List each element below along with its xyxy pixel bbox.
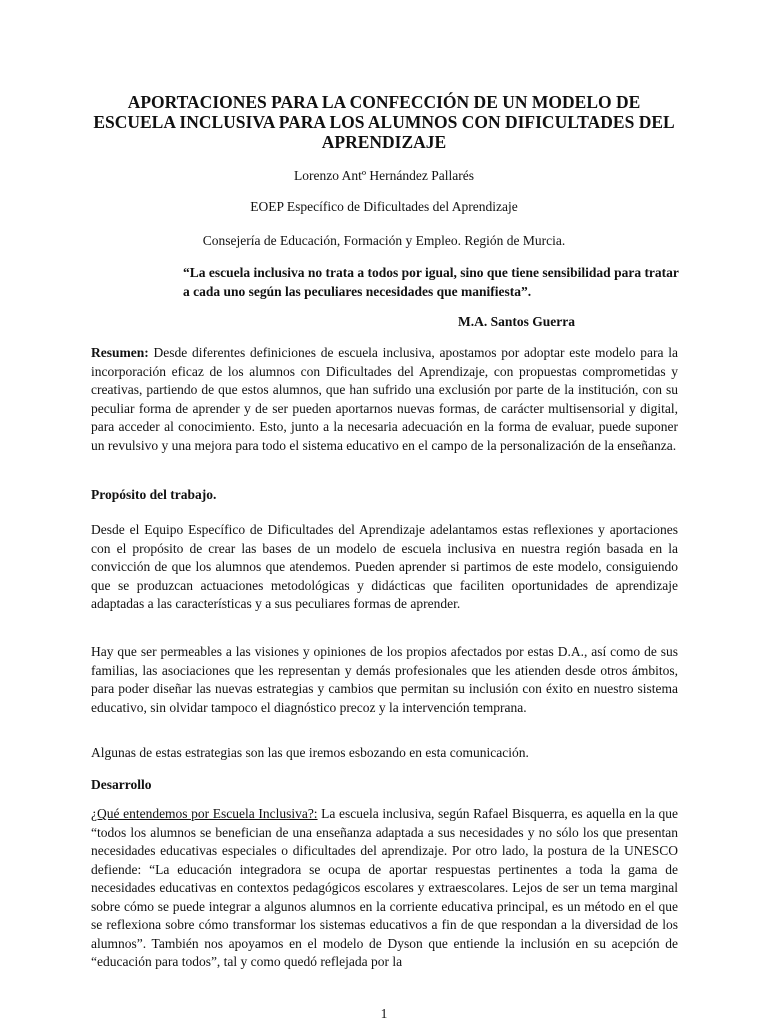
abstract-text: Desde diferentes definiciones de escuela inclusiva, apostamos por adoptar este modelo para la incorporación eficaz de los alumnos con Dificultades del Aprendizaje, con propuestas comprometidas y creativas, partiendo de que estos alumnos, que han sufrido una exclusión por parte de la institución, con su peculiar forma de aprender y de ser pueden aportarnos nuevas formas, de carácter multisensorial y digital, para acceder al conocimiento. Esto, junto a la necesaria adecuación en la forma de evaluar, puede suponer un revulsivo y una mejora para todo el sistema educativo en el campo de la personalización de la enseñanza. [91, 345, 678, 453]
abstract-label: Resumen: [91, 345, 149, 360]
abstract-paragraph [91, 344, 678, 455]
development-text: La escuela inclusiva, según Rafael Bisquerra, es aquella en la que “todos los alumnos se benefician de una enseñanza adaptada a sus necesidades y no sólo los que presentan necesidades educativas especiales o dificultades del aprendizaje. Por otro lado, la postura de la UNESCO defiende: “La educación integradora se ocupa de aportar respuestas pertinentes a toda la gama de necesidades educativas en contextos pedagógicos escolares y extraescolares. Lejos de ser un tema marginal sobre cómo se puede integrar a algunos alumnos en la corriente educativa principal, es un método en el que se reflexiona sobre cómo transformar los sistemas educativos a fin de que respondan a la diversidad de los alumnos”. También nos apoyamos en el modelo de Dyson que entiende la inclusión en su acepción de “educación para todos”, tal y como quedó reflejada por la [91, 806, 678, 969]
epigraph-author: M.A. Santos Guerra [458, 314, 575, 329]
epigraph-quote: “La escuela inclusiva no trata a todos por igual, sino que tiene sensibilidad para tratar a cada uno según las peculiares necesidades que manifiesta”. [183, 265, 679, 299]
document-title: APORTACIONES PARA LA CONFECCIÓN DE UN MODELO DE ESCUELA INCLUSIVA PARA LOS ALUMNOS CON DIFICULTADES DEL APRENDIZAJE [93, 92, 675, 152]
purpose-heading: Propósito del trabajo. [91, 487, 217, 502]
development-heading: Desarrollo [91, 777, 152, 792]
purpose-paragraph-2: Hay que ser permeables a las visiones y opiniones de los propios afectados por estas D.A., así como de sus familias, las asociaciones que les representan y demás profesionales que les atienden desde otros ámbitos, para poder diseñar las nuevas estrategias y cambios que permitan su inclusión con éxito en nuestro sistema educativo, sin olvidar tampoco el diagnóstico precoz y la intervención temprana. [91, 644, 678, 715]
development-paragraph [91, 805, 678, 972]
author-name: Lorenzo Antº Hernández Pallarés [294, 168, 474, 183]
institution-name: Consejería de Educación, Formación y Empleo. Región de Murcia. [202, 233, 566, 248]
page-number: 1 [380, 1006, 388, 1021]
purpose-paragraph-1: Desde el Equipo Específico de Dificultades del Aprendizaje adelantamos estas reflexiones y aportaciones con el propósito de crear las bases de un modelo de escuela inclusiva en nuestra región basada en la convicción de que los alumnos que atendemos. Pueden aprender si partimos de este modelo, consiguiendo que se produzcan actuaciones metodológicas y didácticas que faciliten oportunidades de aprendizaje adaptadas a las características y a sus peculiares formas de aprender. [91, 522, 678, 611]
purpose-paragraph-3: Algunas de estas estrategias son las que iremos esbozando en esta comunicación. [91, 745, 529, 760]
development-lead: ¿Qué entendemos por Escuela Inclusiva?: [91, 806, 318, 821]
team-name: EOEP Específico de Dificultades del Aprendizaje [250, 199, 518, 214]
